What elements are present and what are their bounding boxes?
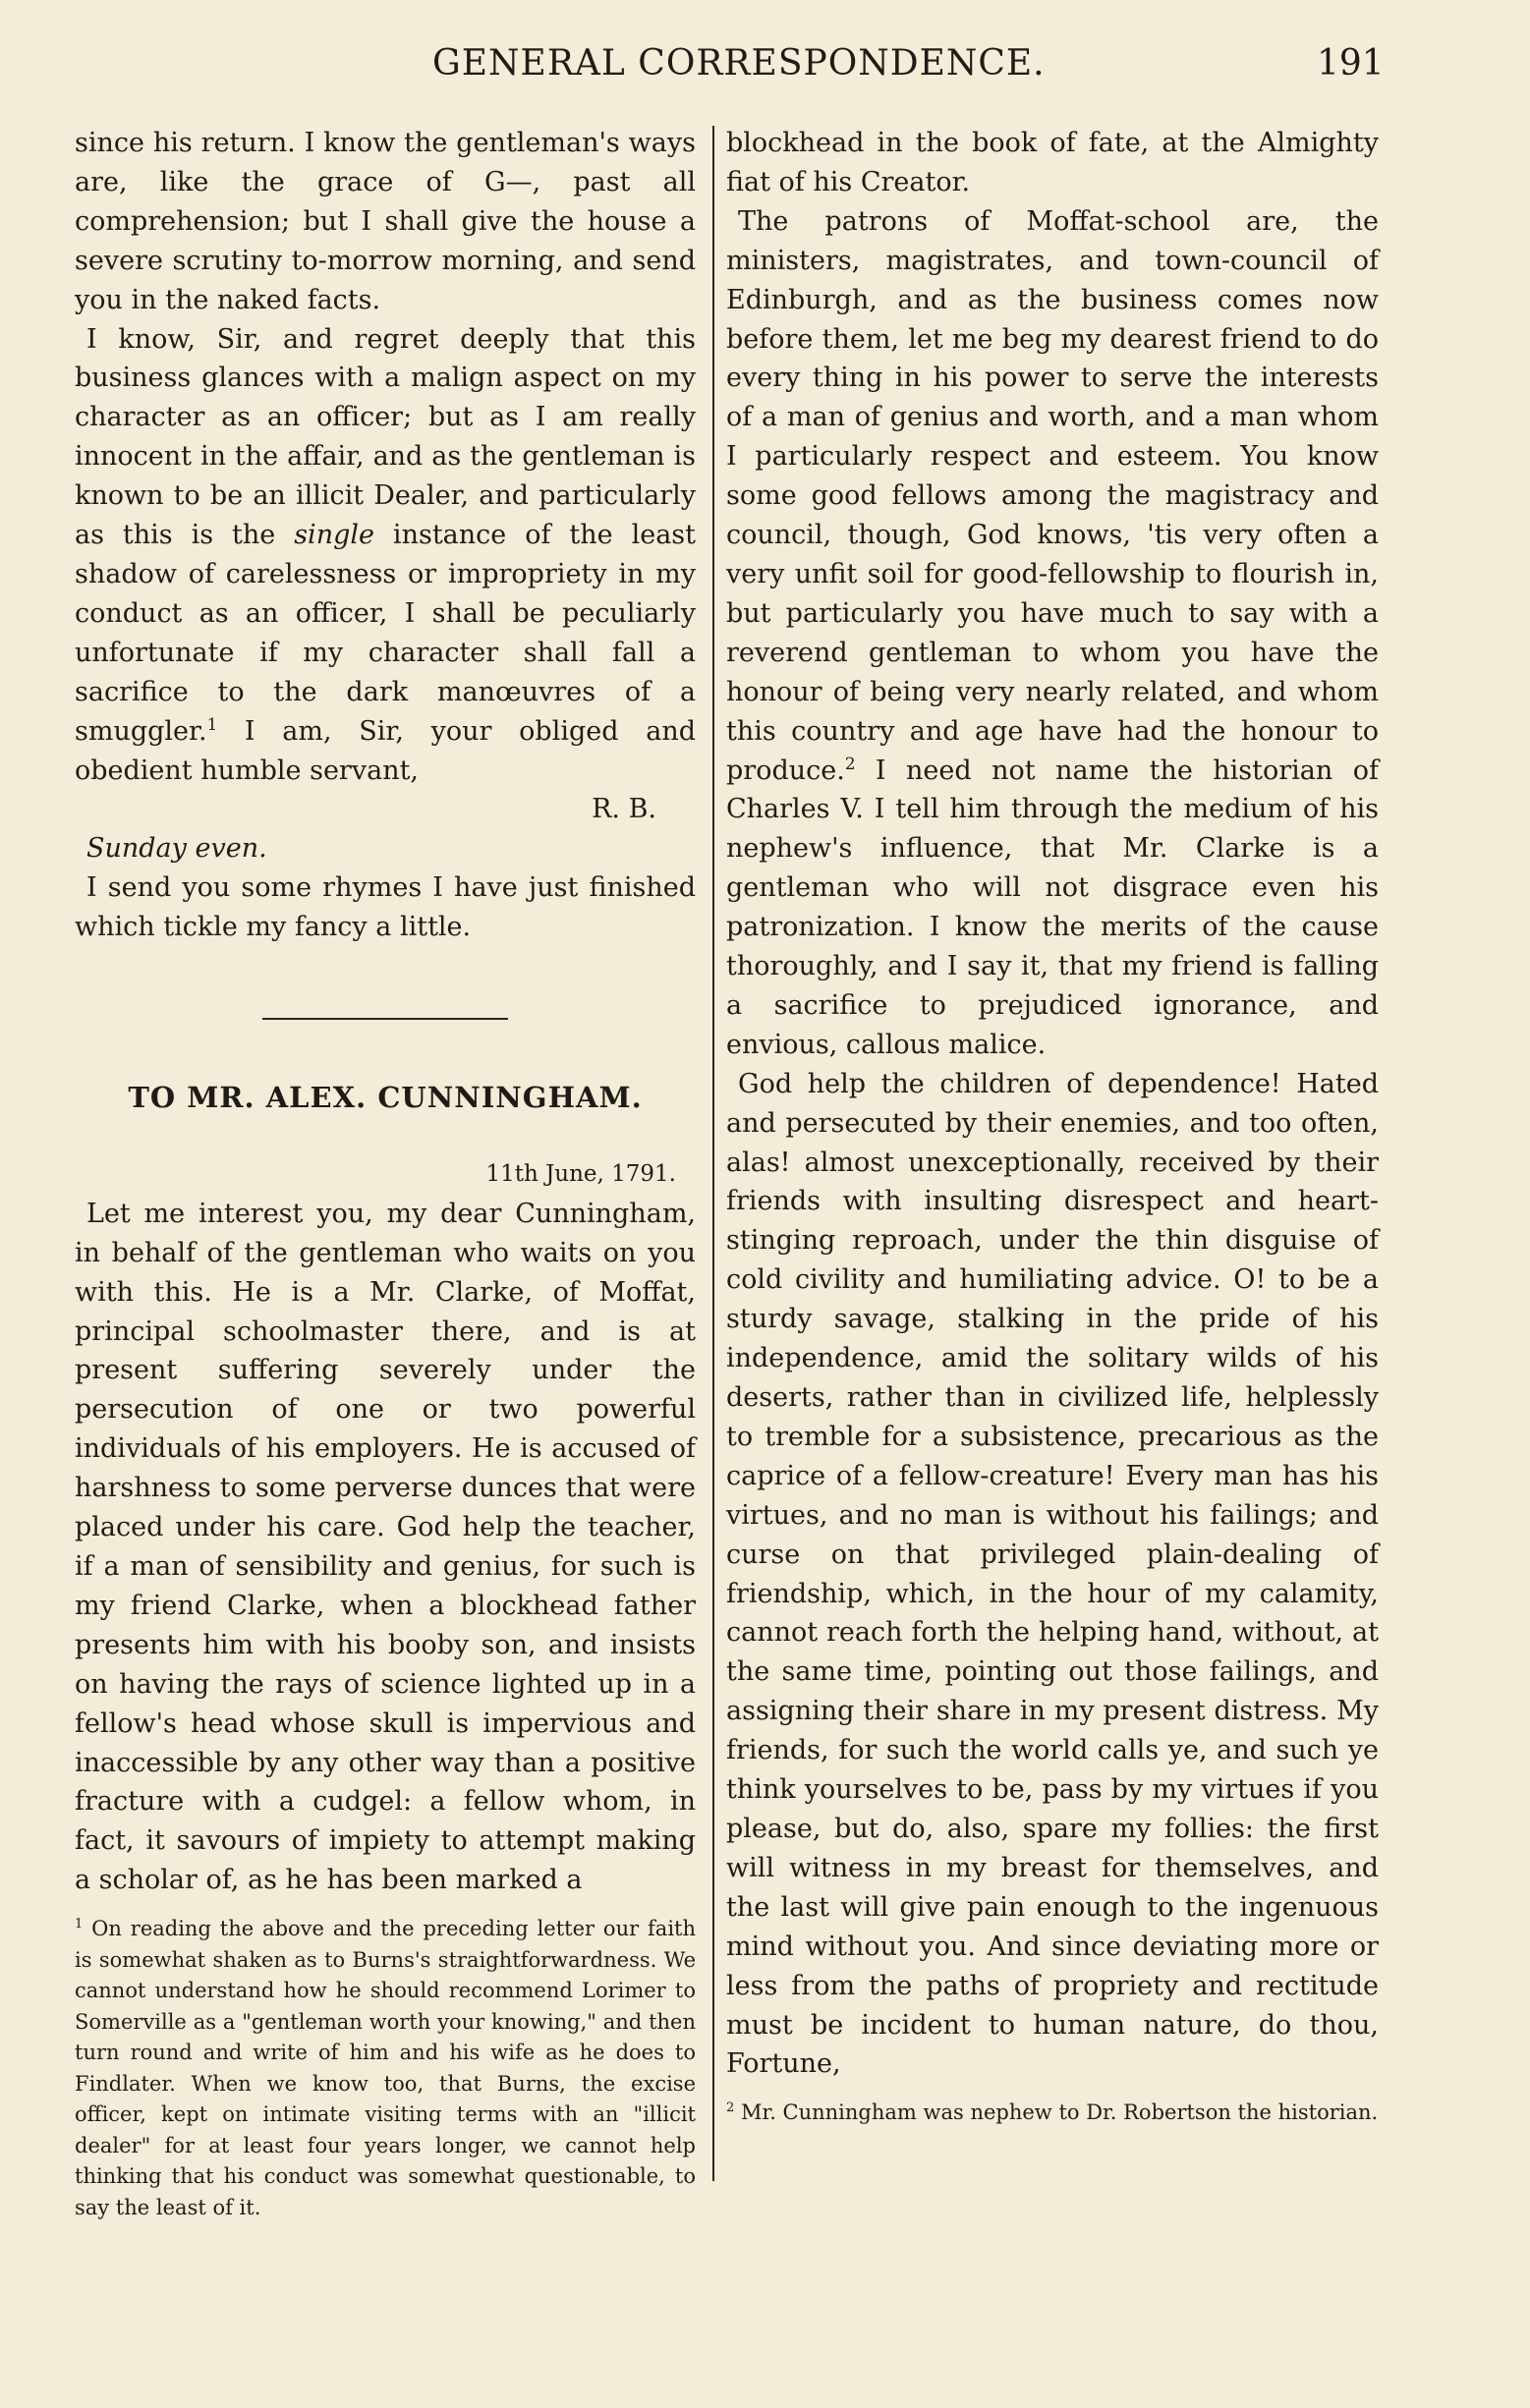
page-header [0,43,1530,102]
page-number: 191 [1317,43,1385,84]
letter-title: TO MR. ALEX. CUNNINGHAM. [128,1081,643,1115]
footnote-reference: 1 [206,713,218,734]
signature: R. B. [592,794,656,825]
letter-paragraph: God help the children of dependence! Hated and persecuted by their enemies, and too often, alas! almost unexceptionally, received by their friends with insulting disrespect and heart-stinging reproach, under the thin disguise of cold civility and humiliating advice. O! to be a sturdy savage, stalking in the pride of his independence, amid the solitary wilds of his deserts, rather than in civilized life, helplessly to tremble for a subsistence, precarious as the caprice of a fellow-creature! Every man has his virtues, and no man is without his failings; and curse on that privileged plain-dealing of friendship, which, in the hour of my calamity, cannot reach forth the helping hand, without, at the same time, pointing out those failings, and assigning their share in my present distress. My friends, for such the world calls ye, and such ye think yourselves to be, pass by my virtues if you please, but do, also, spare my follies: the first will witness in my breast for themselves, and the last will give pain enough to the ingenuous mind without you. And since deviating more or less from the paths of propriety and rectitude must be incident to human nature, do thou, Fortune, [726,1068,1379,2080]
footnote-text: On reading the above and the preceding letter our faith is somewhat shaken as to Burns's straightforwardness. We cannot understand how he should recommend Lorimer to Somerville as a "gentleman worth your knowing," and then turn round and write of him and his wife as he does to Findlater. When we know too, that Burns, the excise officer, kept on intimate visiting terms with an "illicit dealer" for at least four years longer, we cannot help thinking that his conduct was somewhat questionable, to say the least of it. [75,1917,696,2219]
letter-paragraph [726,202,1379,1065]
section-divider [262,1018,508,1020]
paragraph-text: I am, Sir, your obliged and obedient humble servant, [75,715,696,786]
footnote-number: 2 [726,2100,735,2116]
postscript-heading: Sunday even. [86,833,267,865]
footnote-reference: 2 [844,753,856,773]
footnote [75,1914,696,2223]
letter-paragraph [75,320,696,791]
paragraph-text: I need not name the historian of Charles V. I tell him through the medium of his nephew's influence, that Mr. Clarke is a gentleman who will not disgrace even his patronization. I know the merits of the cause thoroughly, and I say it, that my friend is falling a sacrifice to prejudiced ignorance, and envious, callous malice. [726,755,1379,1060]
paragraph-text: instance of the least shadow of carelessness or impropriety in my conduct as an officer, I shall be peculiarly unfortunate if my character shall fall a sacrifice to the dark manœuvres of a smuggler. [75,520,696,747]
emphasis-word: single [294,520,374,551]
footnote-text: Mr. Cunningham was nephew to Dr. Robertson the historian. [734,2100,1379,2125]
running-title: GENERAL CORRESPONDENCE. [432,43,1046,84]
footnote [726,2098,1379,2129]
postscript: I send you some rhymes I have just finished which tickle my fancy a little. [75,872,696,943]
letter-date: 11th June, 1791. [485,1160,676,1187]
footnote-number: 1 [75,1917,84,1932]
column-divider [712,126,714,2181]
letter-continuation-paragraph: blockhead in the book of fate, at the Almighty fiat of his Creator. [726,128,1379,197]
letter-continuation-paragraph: since his return. I know the gentleman's ways are, like the grace of G—, past all comprehension; but I shall give the house a severe scrutiny to-morrow morning, and send you in the naked facts. [75,128,696,315]
letter-paragraph: Let me interest you, my dear Cunningham, in behalf of the gentleman who waits on you with this. He is a Mr. Clarke, of Moffat, principal schoolmaster there, and is at present suffering severely under the persecution of one or two powerful individuals of his employers. He is accused of harshness to some perverse dunces that were placed under his care. God help the teacher, if a man of sensibility and genius, for such is my friend Clarke, when a blockhead father presents him with his booby son, and insists on having the rays of science lighted up in a fellow's head whose skull is impervious and inaccessible by any other way than a positive fracture with a cudgel: a fellow whom, in fact, it savours of impiety to attempt making a scholar of, as he has been marked a [75,1198,696,1896]
paragraph-text: I know, Sir, and regret deeply that this business glances with a malign aspect on my character as an officer; but as I am really innocent in the affair, and as the gentleman is known to be an illicit Dealer, and particularly as this is the [75,323,696,551]
paragraph-text: The patrons of Moffat-school are, the ministers, magistrates, and town-council of Edinburgh, and as the business comes now before them, let me beg my dearest friend to do every thing in his power to serve the interests of a man of genius and worth, and a man whom I particularly respect and esteem. You know some good fellows among the magistracy and council, though, God knows, 'tis very often a very unfit soil for good-fellowship to flourish in, but particularly you have much to say with a reverend gentleman to whom you have the honour of being very nearly related, and whom this country and age have had the honour to produce. [726,205,1379,786]
left-column [75,124,696,2223]
right-column [726,124,1379,2129]
